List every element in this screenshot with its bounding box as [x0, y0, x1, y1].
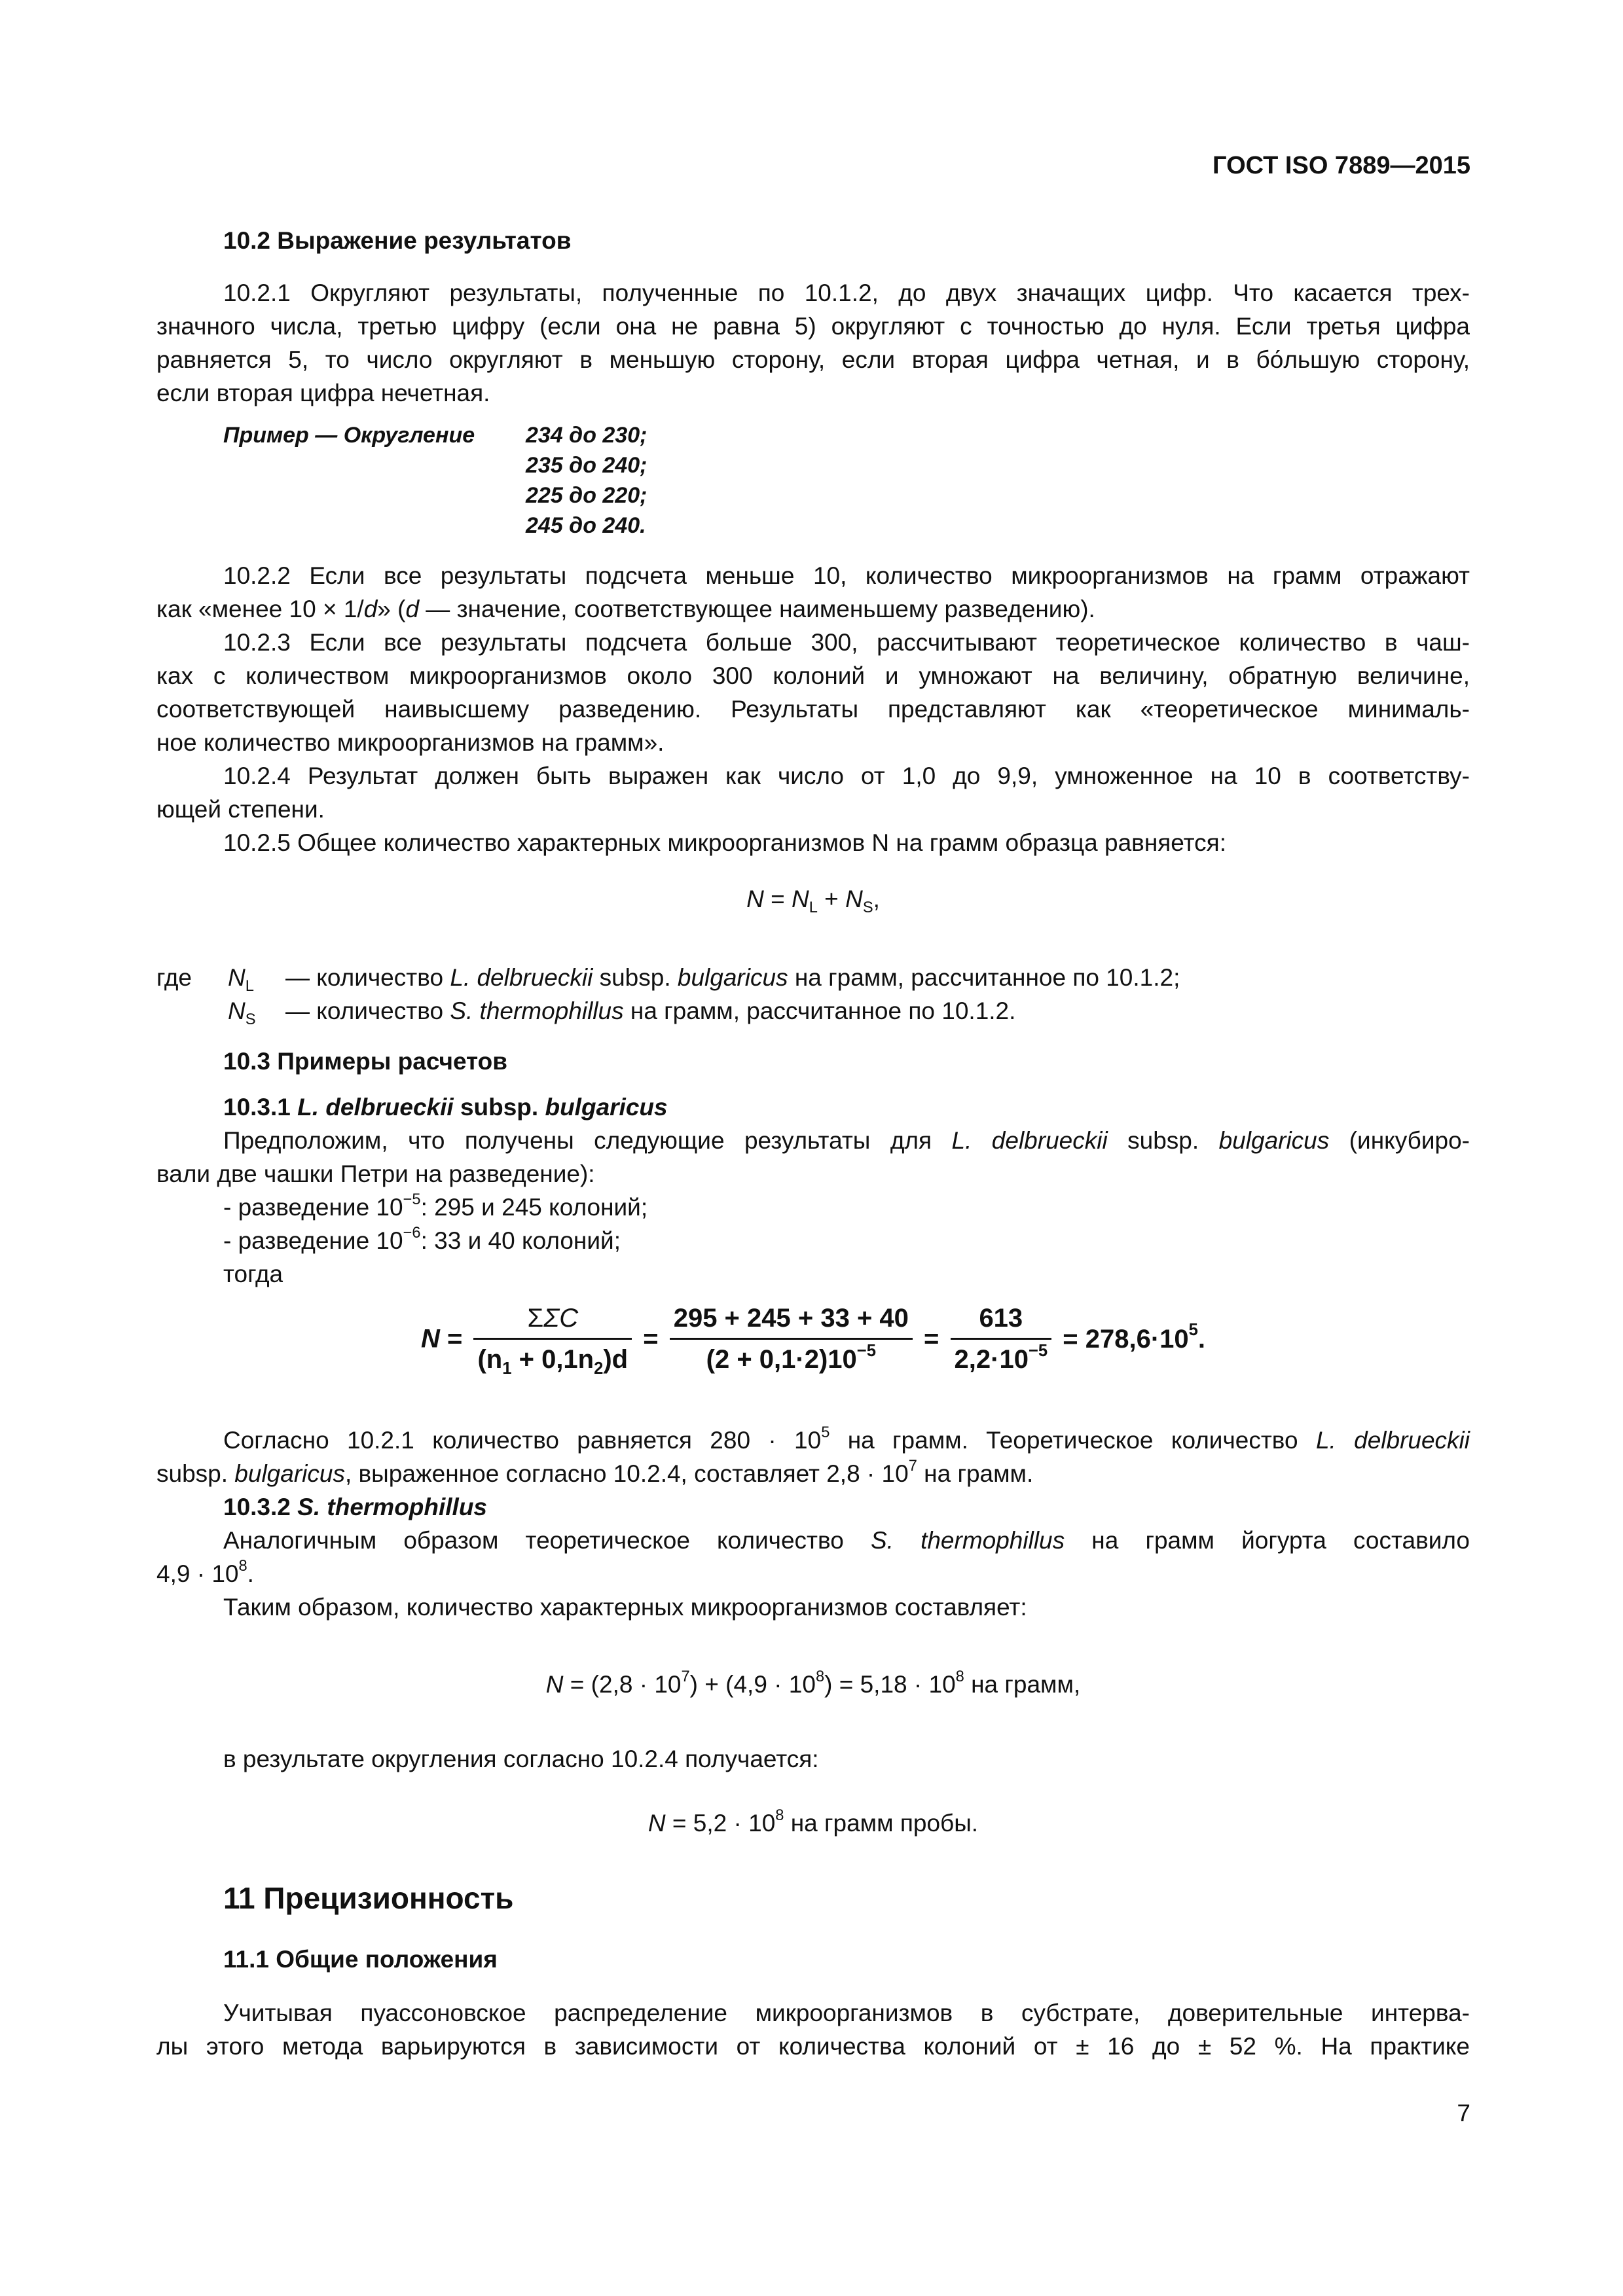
text-line: Аналогичным образом теоретическое количество S. thermophillus на грамм йогурта составило	[223, 1527, 1470, 1554]
text-line: лы этого метода варьируются в зависимости от количества колоний от ± 16 до ± 52 %. На практике	[156, 2033, 1470, 2060]
text-line: равняется 5, то число округляют в меньшую сторону, если вторая цифра четная, и в бо́льшую сторону,	[156, 346, 1470, 373]
section-11-heading: 11 Прецизионность	[223, 1881, 514, 1915]
example-line: 234 до 230;	[526, 423, 647, 448]
example-line: 225 до 220;	[526, 483, 647, 508]
paragraph-10-2-4	[156, 759, 1470, 826]
formula-rounded: $N = 5,2 \cdot 10^8$ на грамм пробы.	[647, 1807, 979, 1837]
document-id: ГОСТ ISO 7889—2015	[1213, 152, 1470, 179]
text-line: Учитывая пуассоновское распределение микроорганизмов в субстрате, доверительные интерва-	[223, 2000, 1470, 2026]
text-line: как «менее 10 × 1/d» (d — значение, соответствующее наименьшему разведению).	[156, 596, 1095, 622]
paragraph-10-3-1-result	[156, 1424, 1470, 1490]
text-line: если вторая цифра нечетная.	[156, 380, 490, 406]
dilution-item: - разведение $10^{-6}$: 33 и 40 колоний;	[223, 1225, 621, 1254]
text-line: тогда	[223, 1261, 283, 1287]
subsection-10-3-1-heading: 10.3.1 L. delbrueckii subsp. bulgaricus	[223, 1094, 668, 1121]
text-line: $4,9 \cdot 10^8$.	[156, 1558, 254, 1587]
paragraph-10-3-2	[156, 1524, 1470, 1624]
where-definition-ns: — количество S. thermophillus на грамм, рассчитанное по 10.1.2.	[285, 997, 1016, 1024]
example-line: 235 до 240;	[526, 453, 647, 478]
text-line: Согласно 10.2.1 количество равняется $280 \cdot 10^5$ на грамм. Теоретическое количество L. delbrueckii	[223, 1424, 1470, 1454]
where-definition-nl: — количество L. delbrueckii subsp. bulgaricus на грамм, рассчитанное по 10.1.2;	[285, 964, 1180, 991]
text-line: соответствующей наивысшему разведению. Результаты представляют как «теоретическое минималь-	[156, 696, 1470, 723]
paragraph-10-2-2	[156, 559, 1470, 626]
section-10-2-heading: 10.2 Выражение результатов	[223, 227, 572, 254]
fraction-general: $\frac{\text{ΣΣC}}{(n_1 + 0,1n_2)d}$	[473, 1300, 632, 1378]
example-list	[526, 420, 647, 541]
where-word: где	[156, 964, 192, 991]
subsection-10-3-2-heading: 10.3.2 S. thermophillus	[223, 1494, 488, 1520]
text-line: 10.2.4 Результат должен быть выражен как число от 1,0 до 9,9, умноженное на 10 в соответству-	[223, 762, 1470, 789]
text-line: Предположим, что получены следующие результаты для L. delbrueckii subsp. bulgaricus (инкубиро-	[223, 1127, 1470, 1154]
section-11-1-heading: 11.1 Общие положения	[223, 1946, 498, 1973]
page-number: 7	[1457, 2100, 1470, 2126]
text-line: 10.2.1 Округляют результаты, полученные по 10.1.2, до двух значащих цифр. Что касается трех-	[223, 279, 1470, 306]
text-line: Таким образом, количество характерных микроорганизмов составляет:	[223, 1594, 1027, 1621]
fraction-values: $\frac{295 + 245 + 33 + 40}{(2 + 0,1\cdot 2)10^{-5}}$	[670, 1300, 913, 1378]
formula-calculation: N = $\frac{\text{ΣΣC}}{(n_1 + 0,1n_2)d}$ = $\frac{295 + 245 + 33 + 40}{(2 + 0,1\cdot 2)10^{-5}}$ = $\frac{613}{2,2\cdot 10^{-5}}$ = $278,6\cdot 10^5$.	[156, 1300, 1470, 1378]
paragraph-10-3-1	[156, 1124, 1470, 1291]
paragraph-11-1	[156, 1996, 1470, 2063]
text-line: ках с количеством микроорганизмов около 300 колоний и умножают на величину, обратную величине,	[156, 662, 1470, 689]
paragraph-10-2-5: 10.2.5 Общее количество характерных микроорганизмов N на грамм образца равняется:	[223, 829, 1226, 856]
text-line: ное количество микроорганизмов на грамм».	[156, 729, 665, 756]
text-line: subsp. bulgaricus, выраженное согласно 10.2.4, составляет $2,8 \cdot 10^7$ на грамм.	[156, 1458, 1034, 1487]
formula-sum: $N = (2,8 \cdot 10^7) + (4,9 \cdot 10^8) = 5,18 \cdot 10^8$ на грамм,	[545, 1668, 1081, 1698]
text-line: значного числа, третью цифру (если она не равна 5) округляют с точностью до нуля. Если третья цифра	[156, 313, 1470, 340]
formula-total-count: $N = N_L + N_S$,	[746, 886, 880, 917]
paragraph-10-2-1	[156, 276, 1470, 410]
where-symbol-nl: $N_L$	[228, 964, 254, 996]
fraction-simplified: $\frac{613}{2,2\cdot 10^{-5}}$	[951, 1300, 1052, 1378]
paragraph-rounding: в результате округления согласно 10.2.4 получается:	[223, 1746, 819, 1772]
paragraph-10-2-3	[156, 626, 1470, 759]
example-label: Пример — Округление	[223, 423, 475, 448]
text-line: 10.2.3 Если все результаты подсчета больше 300, рассчитывают теоретическое количество в чаш-	[223, 629, 1470, 656]
where-symbol-ns: $N_S$	[228, 997, 256, 1029]
text-line: вали две чашки Петри на разведение):	[156, 1160, 595, 1187]
text-line: ющей степени.	[156, 796, 325, 823]
dilution-item: - разведение $10^{-5}$: 295 и 245 колоний;	[223, 1191, 648, 1221]
section-10-3-heading: 10.3 Примеры расчетов	[223, 1048, 508, 1075]
example-line: 245 до 240.	[526, 513, 646, 538]
text-line: 10.2.2 Если все результаты подсчета меньше 10, количество микроорганизмов на грамм отражают	[223, 562, 1470, 589]
